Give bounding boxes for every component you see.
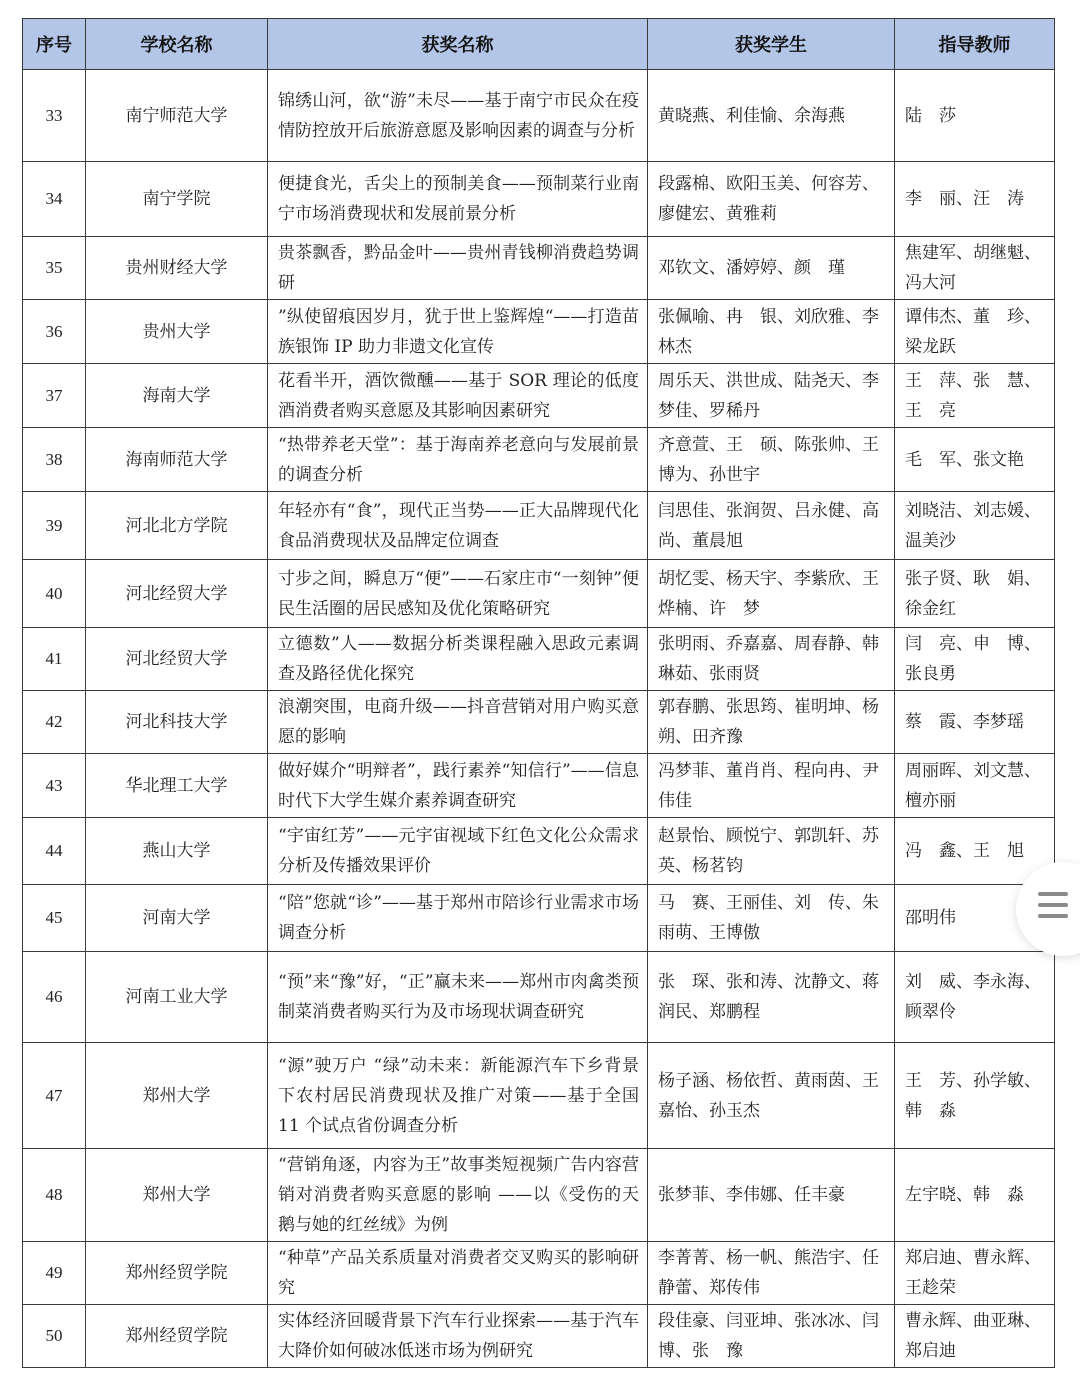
table-row [23,818,1055,885]
cell-school: 河北经贸大学 [86,628,268,691]
cell-school: 华北理工大学 [86,754,268,818]
cell-title: ”纵使留痕因岁月，犹于世上鉴辉煌“——打造苗族银饰 IP 助力非遗文化宣传 [268,300,648,364]
cell-students: 杨子涵、杨依哲、黄雨茵、王嘉怡、孙玉杰 [648,1043,895,1149]
cell-no: 34 [23,162,86,237]
cell-title: 花看半开，酒饮微醺——基于 SOR 理论的低度酒消费者购买意愿及其影响因素研究 [268,364,648,428]
table-row [23,754,1055,818]
cell-teachers: 邵明伟 [895,885,1055,952]
cell-title: “热带养老天堂”：基于海南养老意向与发展前景的调查分析 [268,428,648,492]
cell-title: “源”驶万户 “绿”动未来：新能源汽车下乡背景下农村居民消费现状及推广对策——基于全国 11 个试点省份调查分析 [268,1043,648,1149]
cell-title: 实体经济回暖背景下汽车行业探索——基于汽车大降价如何破冰低迷市场为例研究 [268,1305,648,1368]
table-row [23,237,1055,300]
table-row [23,300,1055,364]
cell-students: 李菁菁、杨一帆、熊浩宇、任静蕾、郑传伟 [648,1242,895,1305]
cell-teachers: 王 芳、孙学敏、韩 淼 [895,1043,1055,1149]
cell-teachers: 闫 亮、申 博、张良勇 [895,628,1055,691]
cell-students: 周乐天、洪世成、陆尧天、李梦佳、罗稀丹 [648,364,895,428]
cell-school: 河南大学 [86,885,268,952]
cell-title: 锦绣山河，欲“游”未尽——基于南宁市民众在疫情防控放开后旅游意愿及影响因素的调查与分析 [268,70,648,162]
cell-no: 37 [23,364,86,428]
cell-teachers: 陆 莎 [895,70,1055,162]
cell-no: 45 [23,885,86,952]
cell-students: 张明雨、乔嘉嘉、周春静、韩琳茹、张雨贤 [648,628,895,691]
cell-teachers: 冯 鑫、王 旭 [895,818,1055,885]
cell-school: 海南师范大学 [86,428,268,492]
award-table [22,18,1055,1368]
cell-teachers: 左宇晓、韩 淼 [895,1149,1055,1242]
cell-no: 40 [23,560,86,628]
header-no: 序号 [23,19,86,70]
cell-school: 郑州大学 [86,1043,268,1149]
cell-no: 43 [23,754,86,818]
cell-no: 39 [23,492,86,560]
cell-no: 42 [23,691,86,754]
cell-no: 50 [23,1305,86,1368]
cell-students: 赵景怡、顾悦宁、郭凯轩、苏 英、杨茗钧 [648,818,895,885]
cell-school: 贵州大学 [86,300,268,364]
cell-title: 寸步之间，瞬息万“便”——石家庄市“一刻钟”便民生活圈的居民感知及优化策略研究 [268,560,648,628]
cell-title: 做好媒介“明辩者”，践行素养“知信行”——信息时代下大学生媒介素养调查研究 [268,754,648,818]
cell-teachers: 李 丽、汪 涛 [895,162,1055,237]
cell-students: 闫思佳、张润贺、吕永健、高 尚、董晨旭 [648,492,895,560]
cell-no: 47 [23,1043,86,1149]
cell-no: 46 [23,952,86,1043]
cell-teachers: 毛 军、张文艳 [895,428,1055,492]
cell-students: 马 赛、王丽佳、刘 传、朱雨萌、王博傲 [648,885,895,952]
cell-school: 郑州经贸学院 [86,1305,268,1368]
cell-title: “营销角逐，内容为王”故事类短视频广告内容营销对消费者购买意愿的影响 ——以《受伤的天鹅与她的红丝绒》为例 [268,1149,648,1242]
cell-title: 便捷食光，舌尖上的预制美食——预制菜行业南宁市场消费现状和发展前景分析 [268,162,648,237]
cell-teachers: 曹永辉、曲亚琳、郑启迪 [895,1305,1055,1368]
cell-school: 海南大学 [86,364,268,428]
cell-school: 郑州大学 [86,1149,268,1242]
cell-school: 河北科技大学 [86,691,268,754]
cell-teachers: 周丽晖、刘文慧、檀亦丽 [895,754,1055,818]
cell-school: 南宁学院 [86,162,268,237]
cell-students: 段露棉、欧阳玉美、何容芳、廖健宏、黄雅莉 [648,162,895,237]
cell-title: 浪潮突围，电商升级——抖音营销对用户购买意愿的影响 [268,691,648,754]
cell-students: 段佳豪、闫亚坤、张冰冰、闫 博、张 豫 [648,1305,895,1368]
table-row [23,691,1055,754]
cell-teachers: 刘晓洁、刘志媛、温美沙 [895,492,1055,560]
header-title: 获奖名称 [268,19,648,70]
table-row [23,492,1055,560]
cell-students: 黄晓燕、利佳愉、余海燕 [648,70,895,162]
cell-students: 张佩喻、冉 银、刘欣雅、李林杰 [648,300,895,364]
cell-school: 贵州财经大学 [86,237,268,300]
cell-title: “预”来“豫”好，“正”赢未来——郑州市肉禽类预制菜消费者购买行为及市场现状调查研究 [268,952,648,1043]
award-table-container [22,18,1054,1368]
cell-no: 33 [23,70,86,162]
cell-no: 48 [23,1149,86,1242]
table-row [23,1043,1055,1149]
cell-school: 燕山大学 [86,818,268,885]
cell-school: 河北北方学院 [86,492,268,560]
table-row [23,1242,1055,1305]
cell-no: 41 [23,628,86,691]
cell-title: “陪”您就“诊”——基于郑州市陪诊行业需求市场调查分析 [268,885,648,952]
cell-students: 邓钦文、潘婷婷、颜 瑾 [648,237,895,300]
cell-students: 郭春鹏、张思筠、崔明坤、杨 朔、田齐豫 [648,691,895,754]
cell-students: 齐意萱、王 硕、陈张帅、王博为、孙世宇 [648,428,895,492]
cell-teachers: 刘 威、李永海、顾翠伶 [895,952,1055,1043]
table-row [23,1305,1055,1368]
cell-title: 年轻亦有“食”，现代正当势——正大品牌现代化食品消费现状及品牌定位调查 [268,492,648,560]
header-school: 学校名称 [86,19,268,70]
table-body [23,70,1055,1368]
cell-title: 立德数”人——数据分析类课程融入思政元素调查及路径优化探究 [268,628,648,691]
cell-no: 35 [23,237,86,300]
table-row [23,628,1055,691]
cell-students: 张梦菲、李伟娜、任丰豪 [648,1149,895,1242]
cell-teachers: 谭伟杰、董 珍、梁龙跃 [895,300,1055,364]
table-row [23,560,1055,628]
cell-no: 44 [23,818,86,885]
header-row [23,19,1055,70]
header-students: 获奖学生 [648,19,895,70]
cell-students: 冯梦菲、董肖肖、程向冉、尹伟佳 [648,754,895,818]
table-row [23,952,1055,1043]
cell-teachers: 蔡 霞、李梦瑶 [895,691,1055,754]
menu-icon [1038,892,1068,922]
cell-teachers: 王 萍、张 慧、王 亮 [895,364,1055,428]
cell-no: 49 [23,1242,86,1305]
cell-title: “宇宙红芳”——元宇宙视域下红色文化公众需求分析及传播效果评价 [268,818,648,885]
cell-school: 南宁师范大学 [86,70,268,162]
cell-no: 36 [23,300,86,364]
cell-teachers: 郑启迪、曹永辉、王趁荣 [895,1242,1055,1305]
table-row [23,885,1055,952]
table-row [23,1149,1055,1242]
table-row [23,364,1055,428]
cell-teachers: 张子贤、耿 娟、徐金红 [895,560,1055,628]
table-row [23,428,1055,492]
table-row [23,162,1055,237]
cell-students: 张 琛、张和涛、沈静文、蒋润民、郑鹏程 [648,952,895,1043]
header-teachers: 指导教师 [895,19,1055,70]
cell-no: 38 [23,428,86,492]
cell-teachers: 焦建军、胡继魁、冯大河 [895,237,1055,300]
table-row [23,70,1055,162]
cell-school: 河南工业大学 [86,952,268,1043]
cell-title: 贵茶飘香，黔品金叶——贵州青钱柳消费趋势调研 [268,237,648,300]
cell-students: 胡忆雯、杨天宇、李紫欣、王烨楠、许 梦 [648,560,895,628]
cell-school: 郑州经贸学院 [86,1242,268,1305]
cell-title: “种草”产品关系质量对消费者交叉购买的影响研究 [268,1242,648,1305]
cell-school: 河北经贸大学 [86,560,268,628]
